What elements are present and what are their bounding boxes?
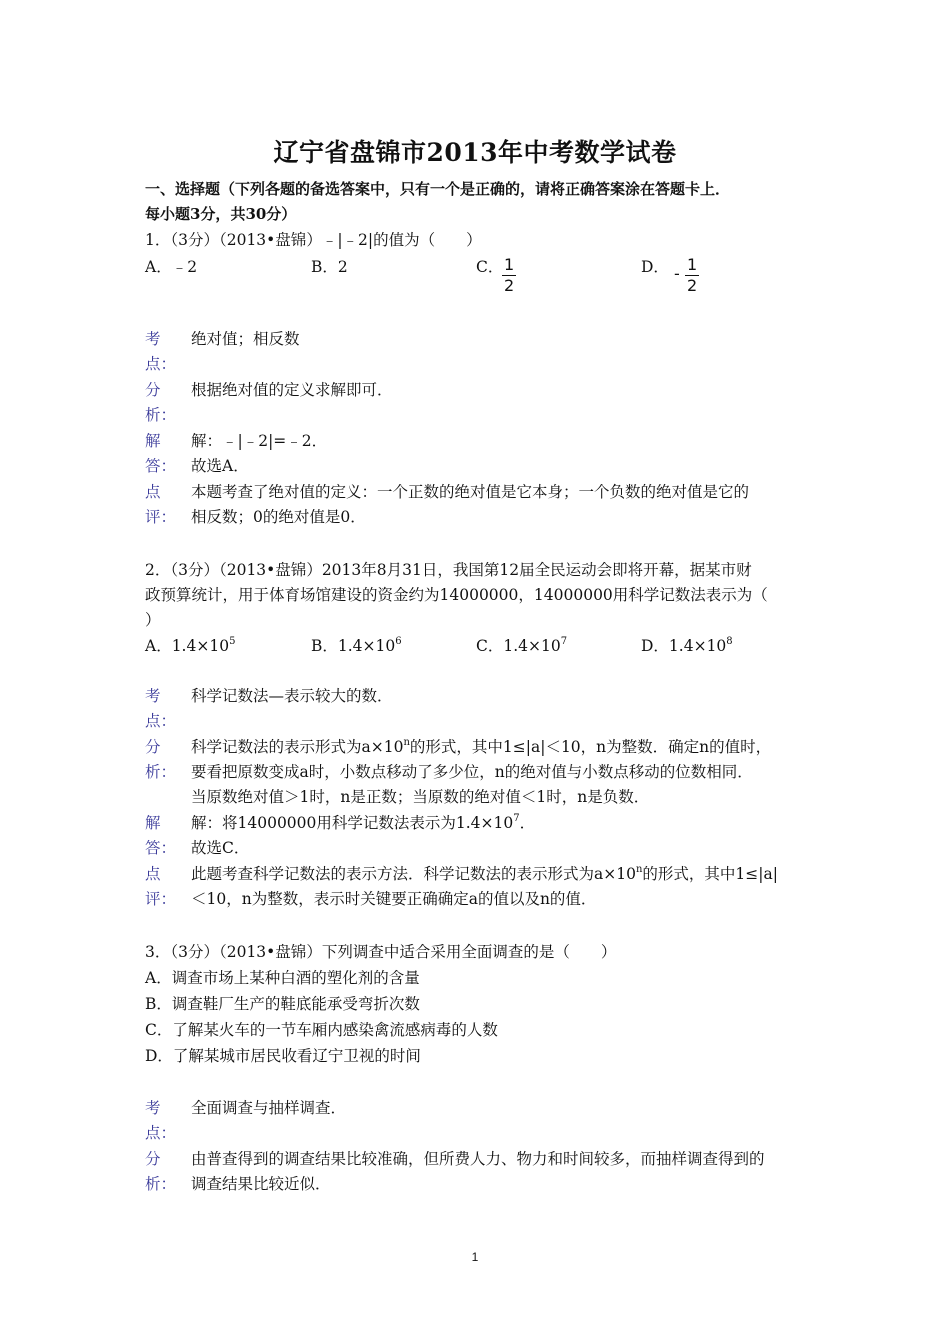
q1-kaodian-text: 绝对值；相反数: [191, 330, 300, 348]
q3-option-d: D．了解某城市居民收看辽宁卫视的时间: [145, 1047, 421, 1065]
q1-jieda-line2: 故选A．: [191, 457, 249, 475]
page-number: 1: [471, 1250, 479, 1264]
q2-stem-line2: 政预算统计，用于体育场馆建设的资金约为14000000，14000000用科学记数法表示为（: [145, 586, 768, 604]
q2-fenxi-line1: 科学记数法的表示形式为$a\times 10^n$的形式，其中1≤|a|＜10，n为整数．确定n的值时，: [191, 737, 772, 756]
q2-jieda-label: 解 答：: [145, 814, 177, 857]
q2-stem-line1: 2．（3分）（2013•盘锦）2013年8月31日，我国第12届全民运动会即将开幕，据某市财: [145, 561, 752, 579]
q2-option-b: B．$1.4\times 10^6$: [311, 636, 402, 655]
q1-dianping-line1: 本题考查了绝对值的定义：一个正数的绝对值是它本身；一个负数的绝对值是它的: [191, 483, 750, 501]
q3-stem: 3．（3分）（2013•盘锦）下列调查中适合采用全面调查的是（ ）: [145, 943, 617, 961]
q2-option-d: D．$1.4\times 10^8$: [641, 636, 733, 655]
q2-fenxi-line3: 当原数绝对值＞1时，n是正数；当原数的绝对值＜1时，n是负数．: [191, 788, 650, 806]
fraction-numerator: 1: [504, 255, 515, 274]
q1-fenxi-label: 分 析：: [145, 381, 177, 424]
q2-kaodian-label: 考 点：: [145, 687, 177, 730]
q3-option-a: A．调查市场上某种白酒的塑化剂的含量: [145, 969, 420, 987]
q2-fenxi-label: 分 析：: [145, 738, 177, 781]
q2-kaodian-text: 科学记数法—表示较大的数．: [191, 687, 393, 705]
q3-fenxi-label: 分 析：: [145, 1150, 177, 1193]
q3-option-c: C．了解某火车的一节车厢内感染禽流感病毒的人数: [145, 1021, 498, 1039]
q2-jieda-line1: 解：将14000000用科学记数法表示为$1.4\times 10^7$．: [191, 813, 536, 832]
q1-jieda-label: 解 答：: [145, 432, 177, 475]
q2-option-a: A．$1.4\times 10^5$: [145, 636, 236, 655]
fraction-denominator: 2: [504, 276, 515, 295]
q1-option-a: A．﹣2: [145, 258, 198, 276]
q2-jieda-line2: 故选C．: [191, 839, 250, 857]
q2-option-c: C．$1.4\times 10^7$: [476, 636, 568, 655]
q1-dianping-line2: 相反数；0的绝对值是0．: [191, 508, 366, 526]
q2-dianping-label: 点 评：: [145, 865, 177, 908]
q1-option-d-fraction: [685, 255, 699, 296]
q1-stem: 1．（3分）（2013•盘锦）﹣|﹣2|的值为（ ）: [145, 231, 482, 249]
q1-option-c: C．: [476, 258, 504, 276]
q3-kaodian-text: 全面调查与抽样调查．: [191, 1099, 347, 1117]
q1-jieda-line1: 解：﹣|﹣2|=﹣2．: [191, 432, 328, 450]
q2-dianping-line2: ＜10，n为整数，表示时关键要正确确定a的值以及n的值．: [191, 890, 597, 908]
q1-kaodian-label: 考 点：: [145, 330, 177, 373]
section-heading-line2: 每小题3分，共30分）: [145, 205, 297, 223]
q2-stem-line3: ）: [145, 611, 161, 629]
page-title: 辽宁省盘锦市2013年中考数学试卷: [273, 138, 677, 167]
q3-kaodian-label: 考 点：: [145, 1099, 177, 1142]
q3-fenxi-line2: 调查结果比较近似．: [191, 1175, 331, 1193]
q1-option-c-fraction: [502, 255, 516, 296]
q2-fenxi-line2: 要看把原数变成a时，小数点移动了多少位，n的绝对值与小数点移动的位数相同．: [191, 763, 753, 781]
q2-dianping-line1: 此题考查科学记数法的表示方法．科学记数法的表示形式为$a\times 10^n$的形式，其中1≤|a|: [191, 864, 778, 883]
q1-fenxi-text: 根据绝对值的定义求解即可．: [191, 381, 393, 399]
section-heading-line1: 一、选择题（下列各题的备选答案中，只有一个是正确的，请将正确答案涂在答题卡上．: [145, 180, 731, 198]
q3-option-b: B．调查鞋厂生产的鞋底能承受弯折次数: [145, 995, 420, 1013]
fraction-numerator: 1: [687, 255, 698, 274]
q1-dianping-label: 点 评：: [145, 483, 177, 526]
q1-option-d-minus: -: [674, 264, 680, 283]
q1-option-d: D．: [641, 258, 669, 276]
q1-option-b: B．2: [311, 258, 348, 276]
q3-fenxi-line1: 由普查得到的调查结果比较准确，但所费人力、物力和时间较多，而抽样调查得到的: [191, 1150, 765, 1168]
fraction-denominator: 2: [687, 276, 698, 295]
